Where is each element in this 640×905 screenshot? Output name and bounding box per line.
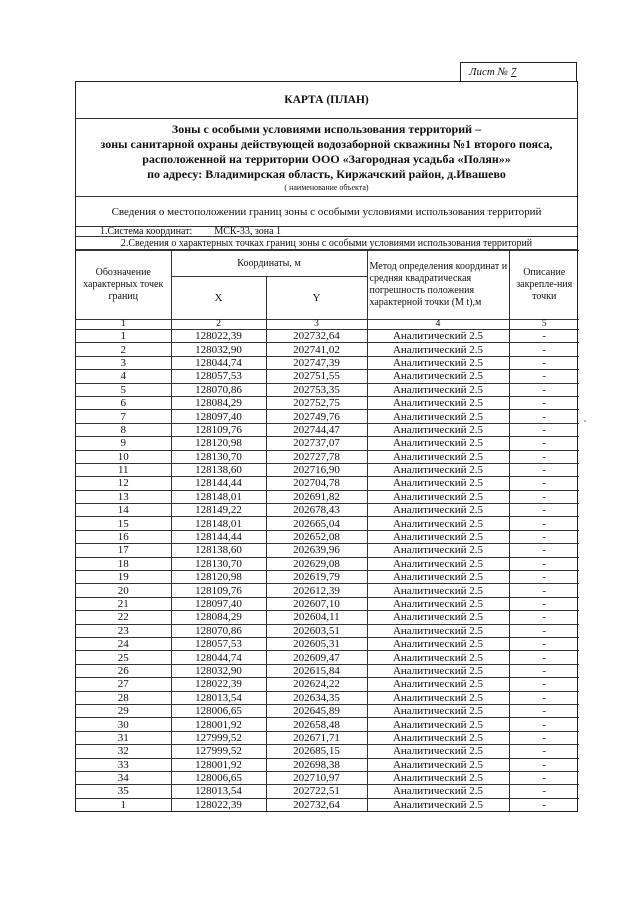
point-cell: 32 — [76, 745, 171, 758]
sheet-number: 7 — [510, 66, 517, 78]
y-cell: 202716,90 — [266, 463, 367, 476]
table-row — [76, 356, 579, 369]
document-frame — [75, 81, 578, 812]
x-cell: 127999,52 — [171, 731, 266, 744]
y-cell: 202645,89 — [266, 704, 367, 717]
table-row — [76, 664, 579, 677]
method-cell: Аналитический 2.5 — [367, 611, 509, 624]
point-cell: 15 — [76, 517, 171, 530]
table-row — [76, 463, 579, 476]
y-cell: 202605,31 — [266, 637, 367, 650]
x-cell: 128044,74 — [171, 651, 266, 664]
x-cell: 128109,76 — [171, 423, 266, 436]
point-cell: 30 — [76, 718, 171, 731]
description-cell: - — [509, 597, 579, 610]
point-cell: 11 — [76, 463, 171, 476]
table-row — [76, 423, 579, 436]
method-cell: Аналитический 2.5 — [367, 530, 509, 543]
method-cell: Аналитический 2.5 — [367, 664, 509, 677]
point-cell: 19 — [76, 571, 171, 584]
x-cell: 128120,98 — [171, 437, 266, 450]
y-cell: 202615,84 — [266, 664, 367, 677]
point-cell: 27 — [76, 678, 171, 691]
x-cell: 128006,65 — [171, 704, 266, 717]
description-cell: - — [509, 731, 579, 744]
method-cell: Аналитический 2.5 — [367, 423, 509, 436]
table-row — [76, 571, 579, 584]
y-cell: 202607,10 — [266, 597, 367, 610]
table-row — [76, 798, 579, 811]
table-row — [76, 504, 579, 517]
x-cell: 128144,44 — [171, 477, 266, 490]
point-cell: 4 — [76, 370, 171, 383]
description-cell: - — [509, 584, 579, 597]
column-index: 3 — [266, 320, 367, 330]
x-cell: 127999,52 — [171, 745, 266, 758]
table-row — [76, 330, 579, 343]
description-cell: - — [509, 330, 579, 343]
x-cell: 128097,40 — [171, 410, 266, 423]
method-cell: Аналитический 2.5 — [367, 396, 509, 409]
point-cell: 24 — [76, 637, 171, 650]
table-row — [76, 370, 579, 383]
description-cell: - — [509, 611, 579, 624]
point-cell: 35 — [76, 785, 171, 798]
y-cell: 202752,75 — [266, 396, 367, 409]
point-cell: 29 — [76, 704, 171, 717]
method-cell: Аналитический 2.5 — [367, 718, 509, 731]
method-cell: Аналитический 2.5 — [367, 745, 509, 758]
table-row — [76, 544, 579, 557]
method-cell: Аналитический 2.5 — [367, 477, 509, 490]
y-cell: 202722,51 — [266, 785, 367, 798]
point-cell: 12 — [76, 477, 171, 490]
method-cell: Аналитический 2.5 — [367, 330, 509, 343]
x-cell: 128006,65 — [171, 771, 266, 784]
point-cell: 25 — [76, 651, 171, 664]
scan-speck — [584, 420, 586, 422]
method-cell: Аналитический 2.5 — [367, 678, 509, 691]
y-cell: 202685,15 — [266, 745, 367, 758]
object-name-line: по адресу: Владимирская область, Киржачский район, д.Ивашево — [147, 167, 506, 181]
point-cell: 8 — [76, 423, 171, 436]
table-row — [76, 785, 579, 798]
method-cell: Аналитический 2.5 — [367, 343, 509, 356]
point-cell: 33 — [76, 758, 171, 771]
description-cell: - — [509, 758, 579, 771]
y-cell: 202609,47 — [266, 651, 367, 664]
y-cell: 202604,11 — [266, 611, 367, 624]
method-cell: Аналитический 2.5 — [367, 584, 509, 597]
point-cell: 1 — [76, 798, 171, 811]
description-cell: - — [509, 571, 579, 584]
point-cell: 31 — [76, 731, 171, 744]
description-cell: - — [509, 450, 579, 463]
point-cell: 2 — [76, 343, 171, 356]
description-cell: - — [509, 785, 579, 798]
y-cell: 202678,43 — [266, 504, 367, 517]
table-row — [76, 624, 579, 637]
coordinate-system-label: 1.Система координат: — [100, 226, 193, 237]
method-cell: Аналитический 2.5 — [367, 637, 509, 650]
point-cell: 13 — [76, 490, 171, 503]
point-cell: 18 — [76, 557, 171, 570]
object-name — [76, 119, 577, 197]
description-cell: - — [509, 517, 579, 530]
y-cell: 202629,08 — [266, 557, 367, 570]
description-cell: - — [509, 370, 579, 383]
y-cell: 202603,51 — [266, 624, 367, 637]
method-cell: Аналитический 2.5 — [367, 437, 509, 450]
description-cell: - — [509, 463, 579, 476]
x-cell: 128144,44 — [171, 530, 266, 543]
method-cell: Аналитический 2.5 — [367, 651, 509, 664]
column-index-row — [76, 320, 579, 330]
method-cell: Аналитический 2.5 — [367, 557, 509, 570]
method-cell: Аналитический 2.5 — [367, 798, 509, 811]
y-cell: 202741,02 — [266, 343, 367, 356]
table-row — [76, 383, 579, 396]
table-row — [76, 584, 579, 597]
y-cell: 202658,48 — [266, 718, 367, 731]
description-cell: - — [509, 557, 579, 570]
point-cell: 7 — [76, 410, 171, 423]
method-cell: Аналитический 2.5 — [367, 771, 509, 784]
x-cell: 128149,22 — [171, 504, 266, 517]
header-description: Описание закрепле-ния точки — [509, 251, 579, 320]
description-cell: - — [509, 477, 579, 490]
description-cell: - — [509, 544, 579, 557]
x-cell: 128070,86 — [171, 383, 266, 396]
y-cell: 202727,78 — [266, 450, 367, 463]
table-row — [76, 557, 579, 570]
description-cell: - — [509, 396, 579, 409]
y-cell: 202747,39 — [266, 356, 367, 369]
x-cell: 128057,53 — [171, 637, 266, 650]
description-cell: - — [509, 343, 579, 356]
method-cell: Аналитический 2.5 — [367, 731, 509, 744]
table-row — [76, 731, 579, 744]
point-cell: 22 — [76, 611, 171, 624]
description-cell: - — [509, 423, 579, 436]
x-cell: 128148,01 — [171, 490, 266, 503]
header-x: X — [171, 277, 266, 320]
y-cell: 202619,79 — [266, 571, 367, 584]
method-cell: Аналитический 2.5 — [367, 383, 509, 396]
x-cell: 128022,39 — [171, 798, 266, 811]
method-cell: Аналитический 2.5 — [367, 410, 509, 423]
x-cell: 128022,39 — [171, 678, 266, 691]
y-cell: 202737,07 — [266, 437, 367, 450]
description-cell: - — [509, 678, 579, 691]
table-row — [76, 758, 579, 771]
table-row — [76, 437, 579, 450]
description-cell: - — [509, 651, 579, 664]
coordinate-system-value: МСК-33, зона 1 — [214, 226, 282, 237]
y-cell: 202751,55 — [266, 370, 367, 383]
y-cell: 202639,96 — [266, 544, 367, 557]
x-cell: 128032,90 — [171, 664, 266, 677]
method-cell: Аналитический 2.5 — [367, 463, 509, 476]
description-cell: - — [509, 383, 579, 396]
description-cell: - — [509, 356, 579, 369]
y-cell: 202671,71 — [266, 731, 367, 744]
column-index: 4 — [367, 320, 509, 330]
table-row — [76, 637, 579, 650]
description-cell: - — [509, 490, 579, 503]
point-cell: 21 — [76, 597, 171, 610]
description-cell: - — [509, 637, 579, 650]
method-cell: Аналитический 2.5 — [367, 691, 509, 704]
x-cell: 128032,90 — [171, 343, 266, 356]
x-cell: 128109,76 — [171, 584, 266, 597]
description-cell: - — [509, 530, 579, 543]
point-cell: 9 — [76, 437, 171, 450]
column-index: 5 — [509, 320, 579, 330]
y-cell: 202732,64 — [266, 330, 367, 343]
y-cell: 202634,35 — [266, 691, 367, 704]
description-cell: - — [509, 718, 579, 731]
y-cell: 202749,76 — [266, 410, 367, 423]
x-cell: 128130,70 — [171, 557, 266, 570]
table-row — [76, 611, 579, 624]
x-cell: 128138,60 — [171, 463, 266, 476]
point-cell: 23 — [76, 624, 171, 637]
x-cell: 128057,53 — [171, 370, 266, 383]
method-cell: Аналитический 2.5 — [367, 758, 509, 771]
description-cell: - — [509, 437, 579, 450]
description-cell: - — [509, 691, 579, 704]
x-cell: 128120,98 — [171, 571, 266, 584]
x-cell: 128001,92 — [171, 718, 266, 731]
point-cell: 5 — [76, 383, 171, 396]
info-section-title: Сведения о местоположении границ зоны с особыми условиями использования территорий — [76, 197, 577, 227]
method-cell: Аналитический 2.5 — [367, 504, 509, 517]
method-cell: Аналитический 2.5 — [367, 571, 509, 584]
description-cell: - — [509, 771, 579, 784]
sheet-label: Лист № — [469, 66, 508, 78]
object-name-line: Зоны с особыми условиями использования территорий – — [171, 122, 482, 136]
method-cell: Аналитический 2.5 — [367, 704, 509, 717]
x-cell: 128097,40 — [171, 597, 266, 610]
point-cell: 34 — [76, 771, 171, 784]
x-cell: 128013,54 — [171, 691, 266, 704]
table-row — [76, 597, 579, 610]
table-row — [76, 517, 579, 530]
method-cell: Аналитический 2.5 — [367, 450, 509, 463]
description-cell: - — [509, 745, 579, 758]
description-cell: - — [509, 410, 579, 423]
point-cell: 16 — [76, 530, 171, 543]
sheet-number-box — [460, 62, 577, 81]
header-point: Обозначение характерных точек границ — [76, 251, 171, 320]
table-row — [76, 691, 579, 704]
method-cell: Аналитический 2.5 — [367, 785, 509, 798]
x-cell: 128001,92 — [171, 758, 266, 771]
y-cell: 202753,35 — [266, 383, 367, 396]
description-cell: - — [509, 664, 579, 677]
x-cell: 128130,70 — [171, 450, 266, 463]
x-cell: 128070,86 — [171, 624, 266, 637]
point-cell: 14 — [76, 504, 171, 517]
y-cell: 202744,47 — [266, 423, 367, 436]
table-row — [76, 343, 579, 356]
column-index: 1 — [76, 320, 171, 330]
y-cell: 202710,97 — [266, 771, 367, 784]
x-cell: 128084,29 — [171, 396, 266, 409]
y-cell: 202732,64 — [266, 798, 367, 811]
table-row — [76, 651, 579, 664]
y-cell: 202691,82 — [266, 490, 367, 503]
document-title: КАРТА (ПЛАН) — [76, 82, 577, 119]
x-cell: 128013,54 — [171, 785, 266, 798]
point-cell: 10 — [76, 450, 171, 463]
y-cell: 202624,22 — [266, 678, 367, 691]
y-cell: 202698,38 — [266, 758, 367, 771]
x-cell: 128022,39 — [171, 330, 266, 343]
table-row — [76, 477, 579, 490]
table-row — [76, 396, 579, 409]
x-cell: 128044,74 — [171, 356, 266, 369]
y-cell: 202612,39 — [266, 584, 367, 597]
object-name-line: расположенной на территории ООО «Загородная усадьба «Полян»» — [142, 152, 511, 166]
table-row — [76, 530, 579, 543]
point-cell: 6 — [76, 396, 171, 409]
x-cell: 128148,01 — [171, 517, 266, 530]
y-cell: 202704,78 — [266, 477, 367, 490]
coordinate-system — [76, 227, 577, 237]
table-row — [76, 704, 579, 717]
method-cell: Аналитический 2.5 — [367, 490, 509, 503]
table-row — [76, 745, 579, 758]
header-y: Y — [266, 277, 367, 320]
x-cell: 128138,60 — [171, 544, 266, 557]
table-row — [76, 490, 579, 503]
x-cell: 128084,29 — [171, 611, 266, 624]
point-cell: 20 — [76, 584, 171, 597]
description-cell: - — [509, 504, 579, 517]
column-index: 2 — [171, 320, 266, 330]
point-cell: 17 — [76, 544, 171, 557]
table-row — [76, 771, 579, 784]
description-cell: - — [509, 704, 579, 717]
method-cell: Аналитический 2.5 — [367, 356, 509, 369]
points-section-title: 2.Сведения о характерных точках границ зоны с особыми условиями использования территорий — [76, 237, 577, 250]
point-cell: 3 — [76, 356, 171, 369]
y-cell: 202652,08 — [266, 530, 367, 543]
description-cell: - — [509, 798, 579, 811]
description-cell: - — [509, 624, 579, 637]
object-name-caption: ( наименование объекта) — [284, 183, 369, 192]
object-name-line: зоны санитарной охраны действующей водозаборной скважины №1 второго пояса, — [100, 137, 553, 151]
points-table — [76, 250, 579, 811]
header-method: Метод определения координат и средняя квадратическая погрешность положения характерной точки (M t),м — [367, 251, 509, 320]
table-row — [76, 718, 579, 731]
method-cell: Аналитический 2.5 — [367, 597, 509, 610]
method-cell: Аналитический 2.5 — [367, 624, 509, 637]
point-cell: 26 — [76, 664, 171, 677]
method-cell: Аналитический 2.5 — [367, 517, 509, 530]
method-cell: Аналитический 2.5 — [367, 370, 509, 383]
point-cell: 28 — [76, 691, 171, 704]
table-row — [76, 410, 579, 423]
point-cell: 1 — [76, 330, 171, 343]
y-cell: 202665,04 — [266, 517, 367, 530]
method-cell: Аналитический 2.5 — [367, 544, 509, 557]
header-coordinates: Координаты, м — [171, 251, 367, 277]
table-row — [76, 450, 579, 463]
table-row — [76, 678, 579, 691]
